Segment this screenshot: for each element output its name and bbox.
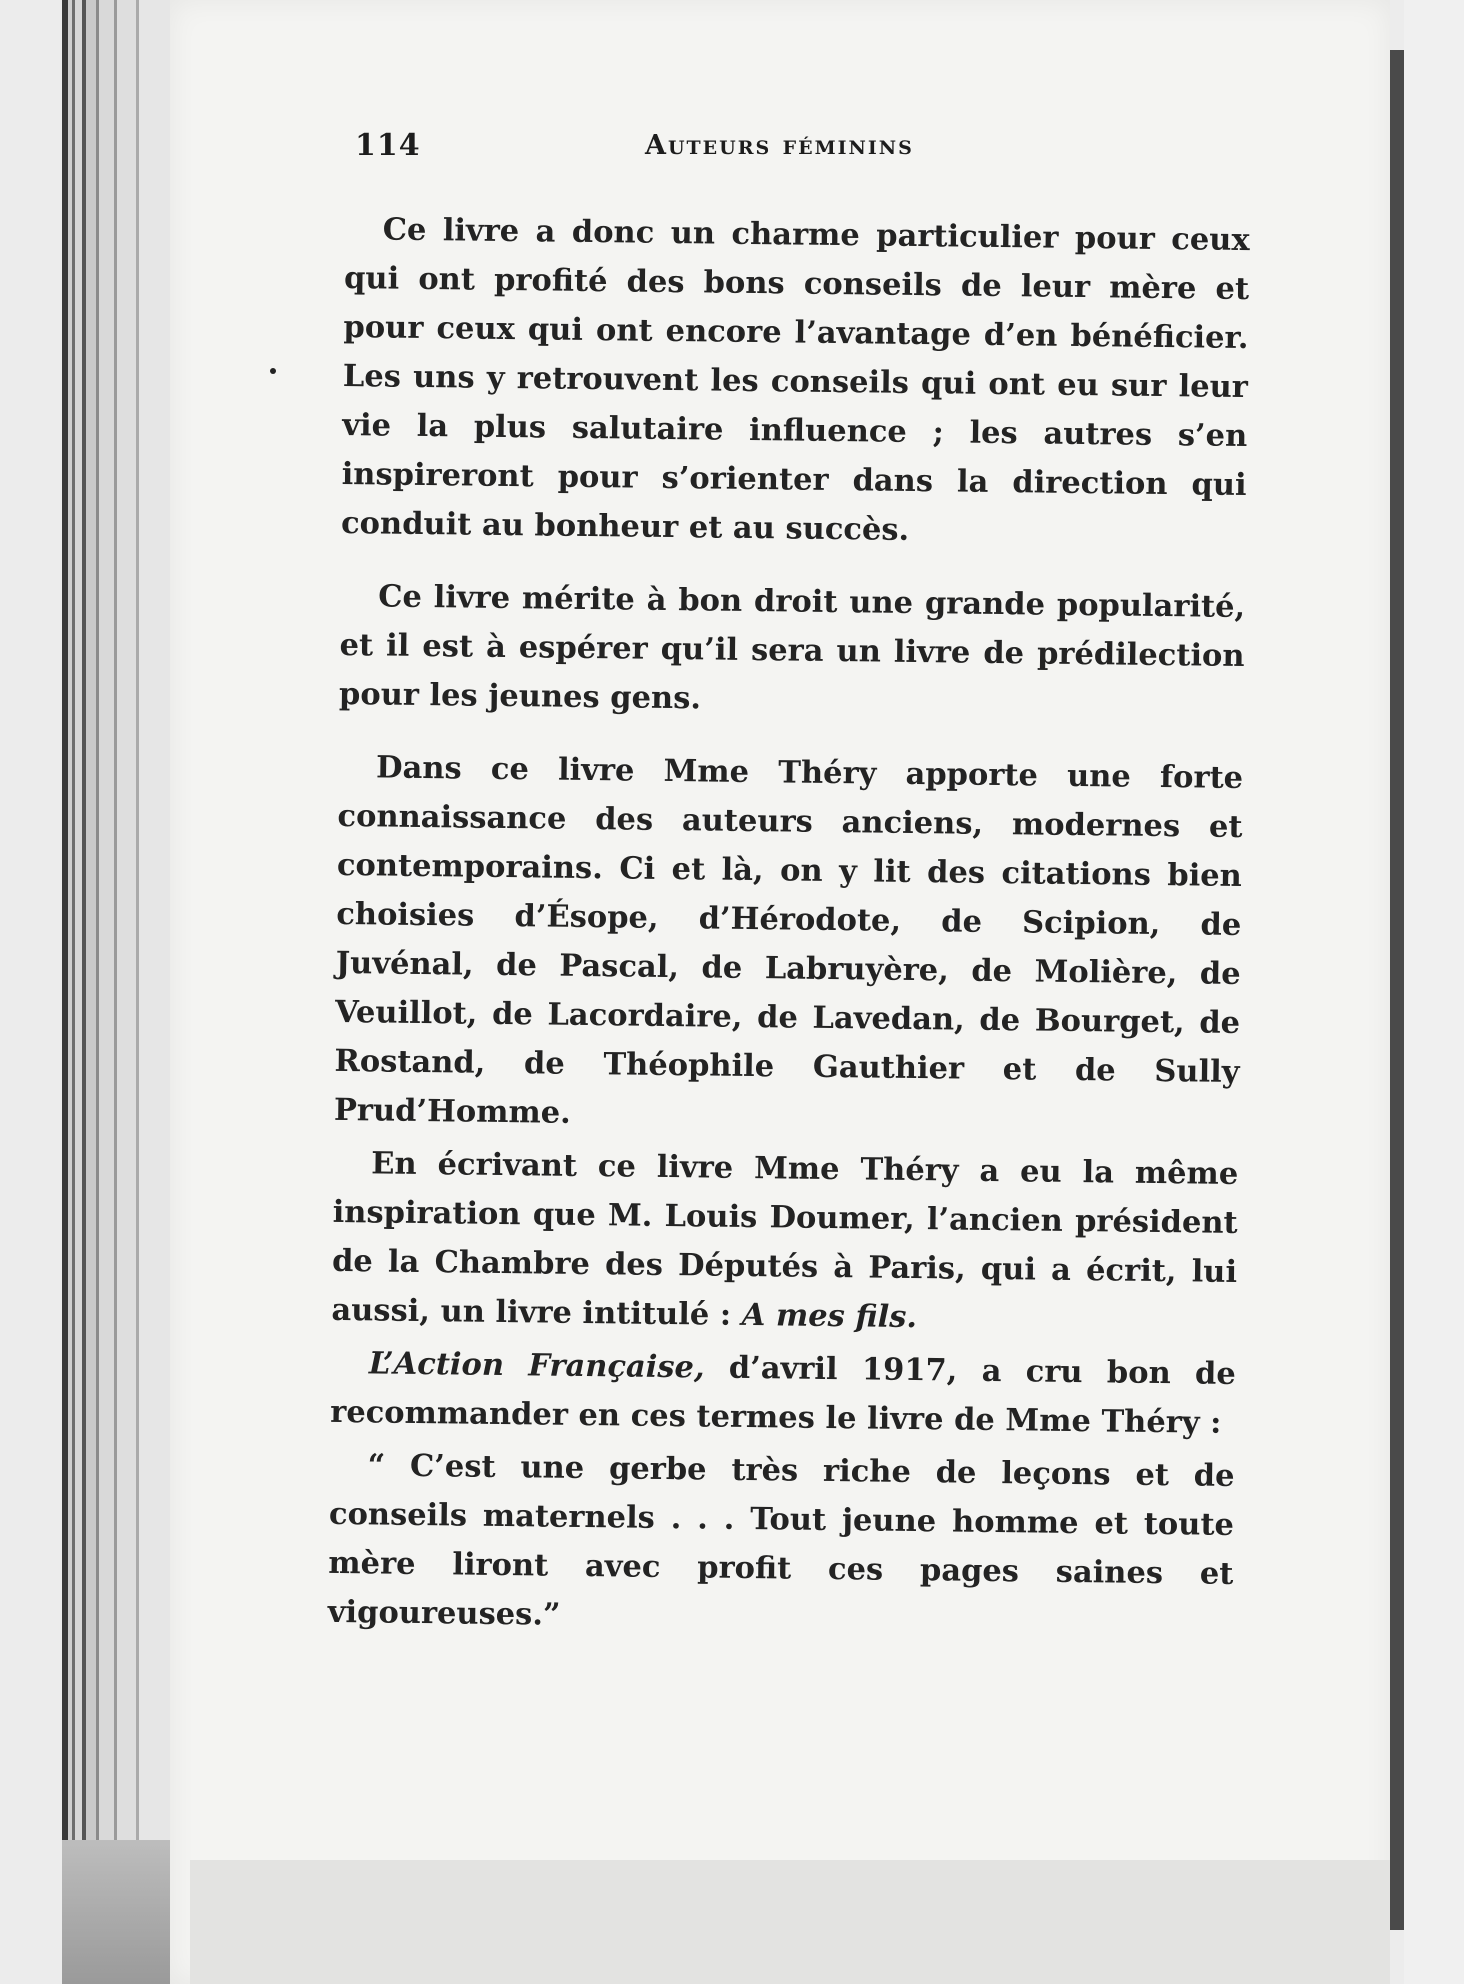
book-title-a-mes-fils: A mes fils. (741, 1296, 918, 1336)
paragraph-5 (330, 1339, 1236, 1448)
quotation: “ C’est une gerbe très riche de leçons et de conseils maternels . . . Tout jeune homme et toute mère liront avec profit ces pages saines et vigoureuses.” (327, 1447, 1235, 1633)
paragraph-4 (331, 1139, 1238, 1346)
page-right-margin (1404, 0, 1464, 1984)
paragraph-3: Dans ce livre Mme Théry apporte une forte connaissance des auteurs anciens, modernes et contemporains. Ci et là, on y lit des citations bien choisies d’Ésope, d’Hérodote, de Scipion, de Juvénal, de Pascal, de Labruyère, de Molière, de Veuillot, de Lacordaire, de Lavedan, de Bourget, de Rostand, de Théophile Gauthier et de Sully Prud’Homme. (333, 749, 1244, 1131)
body-text (327, 205, 1249, 1652)
book-page-edges (62, 0, 182, 1984)
page-paper-bottom (190, 1860, 1390, 1984)
running-head: Auteurs féminins (645, 130, 914, 161)
publication-title: L’Action Française, (368, 1345, 705, 1386)
page-number: 114 (355, 128, 421, 163)
paragraph-2: Ce livre mérite à bon droit une grande popularité, et il est à espérer qu’il sera un livre de prédilection pour les jeunes gens. (338, 578, 1246, 717)
paragraph-4-text: En écrivant ce livre Mme Théry a eu la même inspiration que M. Louis Doumer, l’ancien président de la Chambre des Députés à Paris, qui a écrit, lui aussi, un livre intitulé : (331, 1145, 1239, 1333)
page-header (355, 128, 1255, 178)
scan-speck (270, 368, 276, 374)
page-right-edge (1390, 50, 1404, 1930)
paragraph-1: Ce livre a donc un charme particulier pour ceux qui ont profité des bons conseils de leur mère et pour ceux qui ont encore l’avantage d’en bénéficier. Les uns y retrouvent les conseils qui ont eu sur leur vie la plus salutaire influence ; les autres s’en inspireront pour s’orienter dans la direction qui conduit au bonheur et au succès. (340, 211, 1250, 548)
paragraph-5-text: d’avril 1917, a cru bon de recommander en ces termes le livre de Mme Théry : (330, 1349, 1237, 1441)
